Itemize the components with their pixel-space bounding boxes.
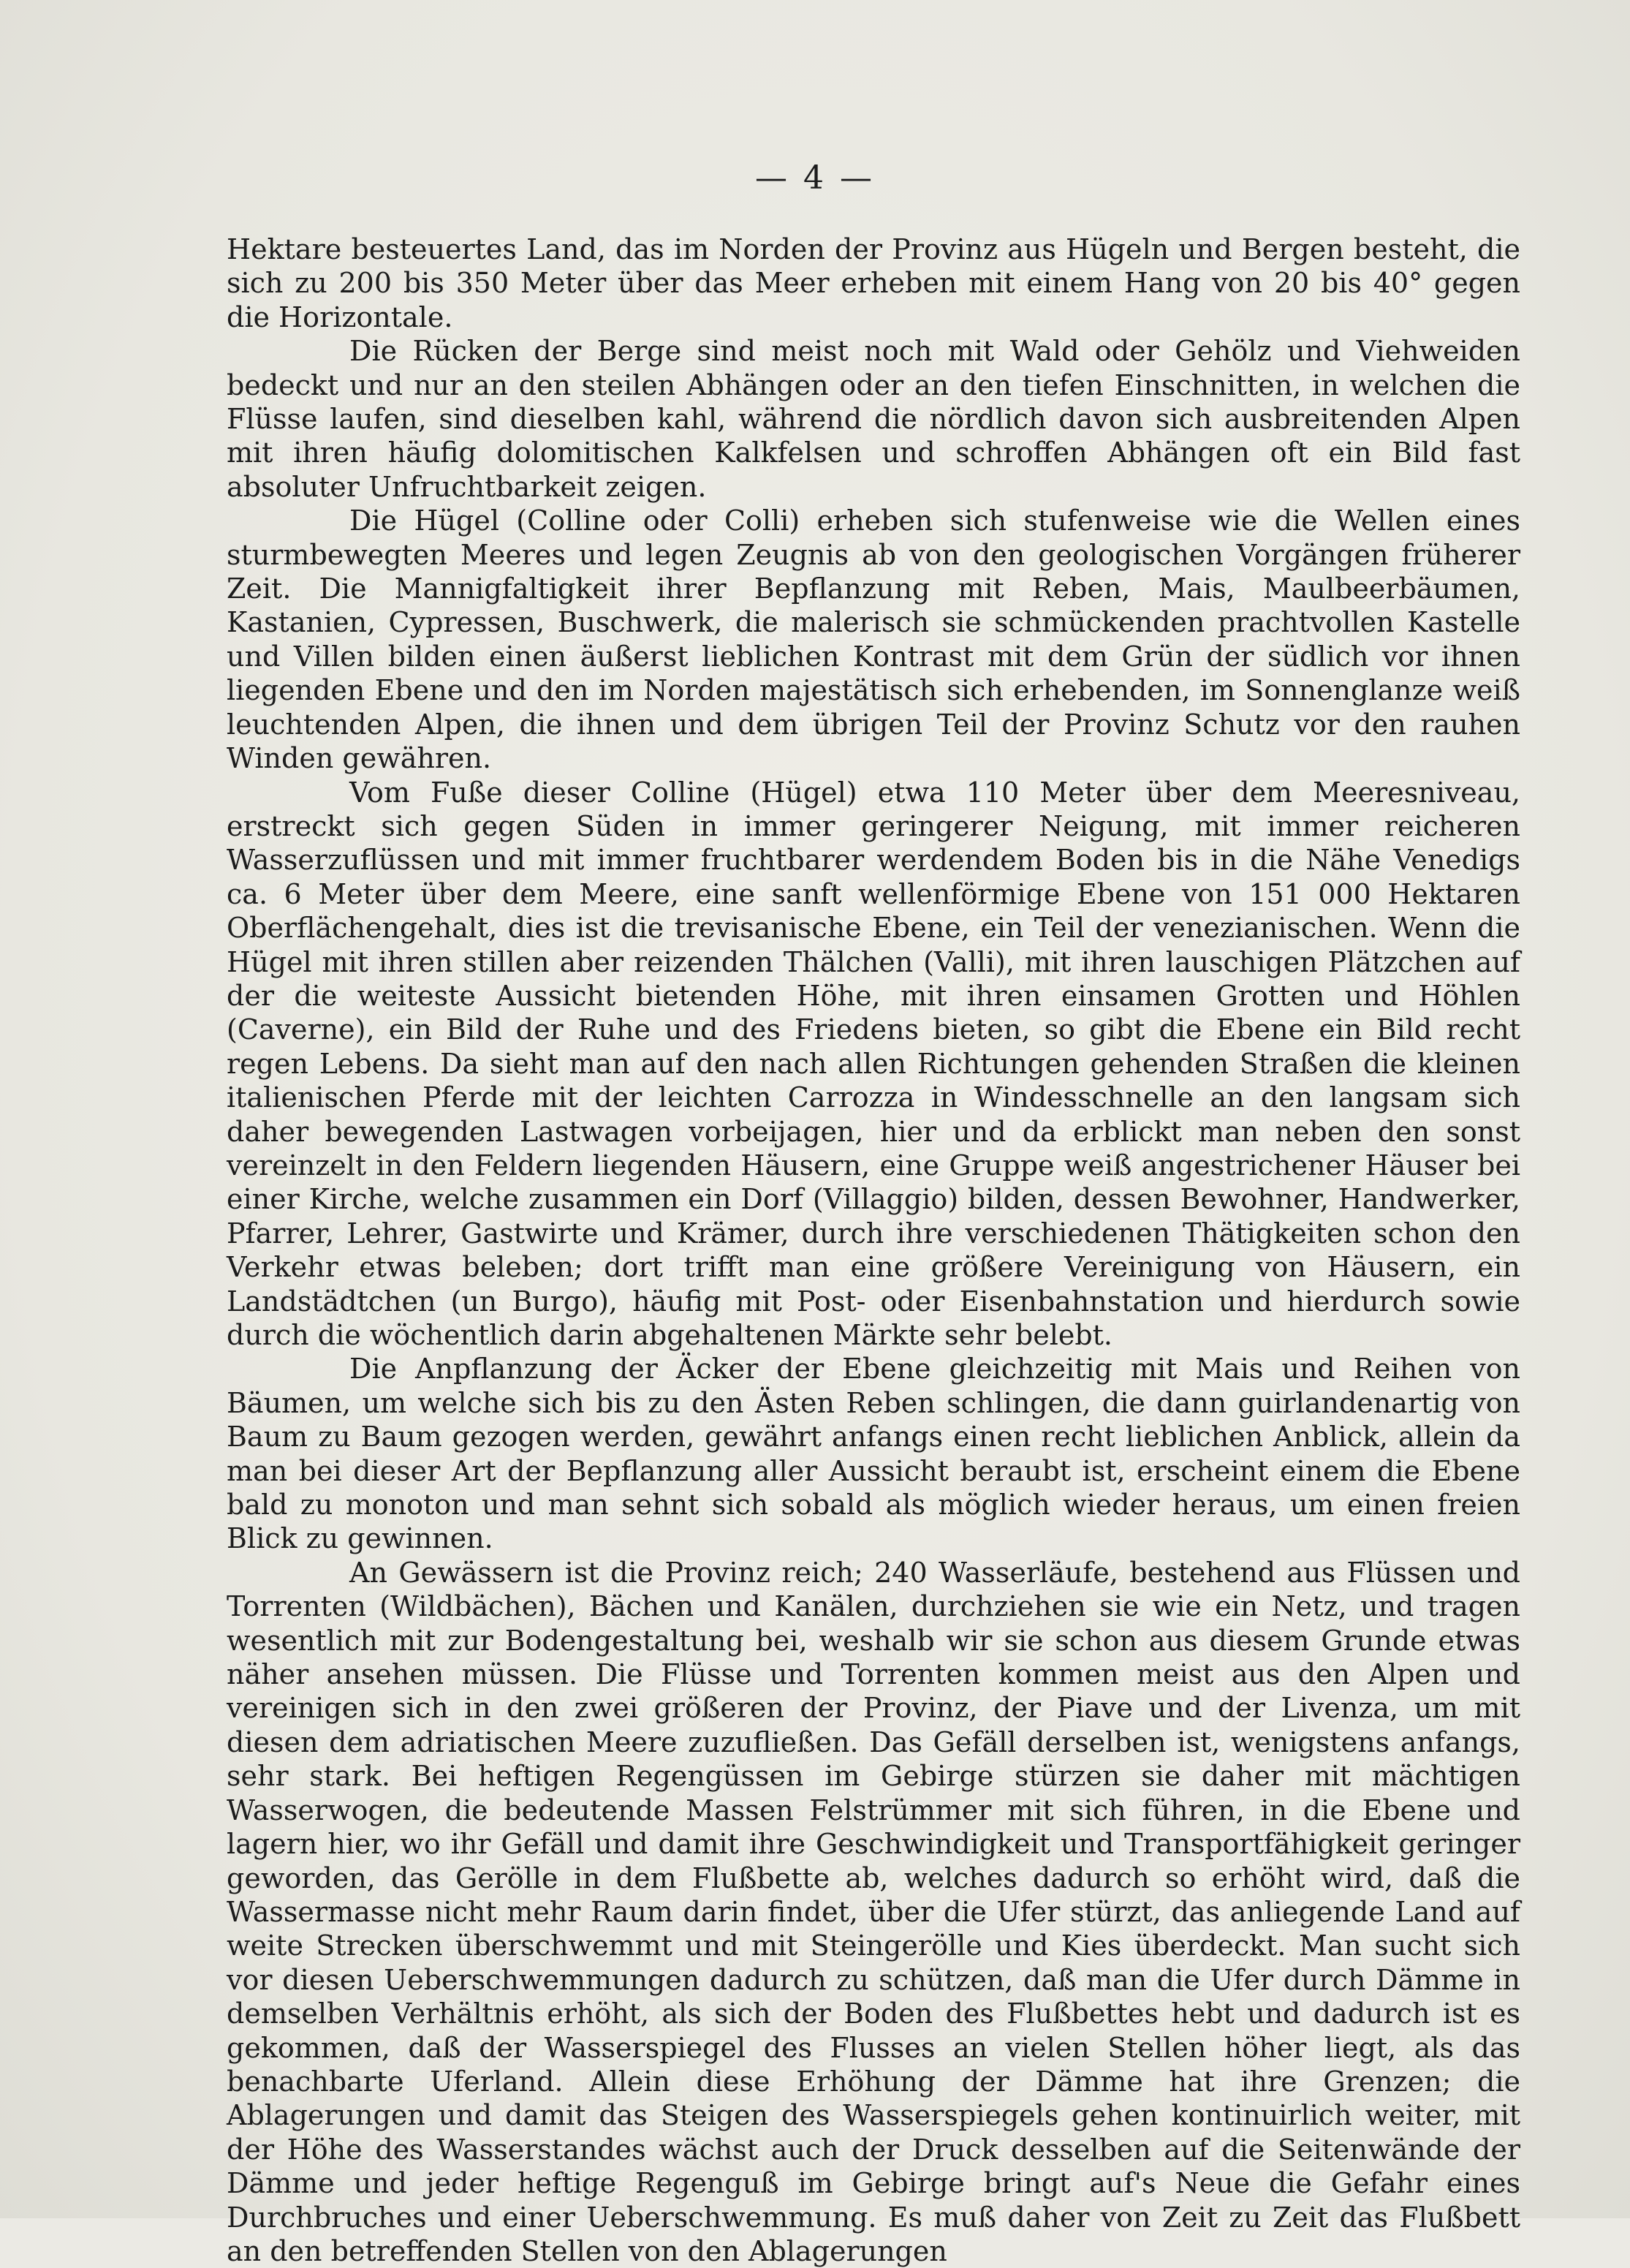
paragraph-huegel: Die Hügel (Colline oder Colli) erheben sich stufenweise wie die Wellen eines sturmbewegten Meeres und legen Zeugnis ab von den geologischen Vorgängen früherer Zeit. Die Mannigfaltigkeit ihrer Bepflanzung mit Reben, Mais, Maulbeerbäumen, Kastanien, Cypressen, Buschwerk, die malerisch sie schmückenden prachtvollen Kastelle und Villen bilden einen äußerst lieblichen Kontrast mit dem Grün der südlich vor ihnen liegenden Ebene und den im Norden majestätisch sich erhebenden, im Sonnenglanze weiß leuchtenden Alpen, die ihnen und dem übrigen Teil der Provinz Schutz vor den rauhen Winden gewähren. [227,504,1520,775]
paragraph-berge: Die Rücken der Berge sind meist noch mit Wald oder Gehölz und Viehweiden bedeckt und nur an den steilen Abhängen oder an den tiefen Einschnitten, in welchen die Flüsse laufen, sind dieselben kahl, während die nördlich davon sich ausbreitenden Alpen mit ihren häufig dolomitischen Kalkfelsen und schroffen Abhängen oft ein Bild fast absoluter Unfruchtbarkeit zeigen. [227,335,1520,503]
paragraph-continuation: Hektare besteuertes Land, das im Norden der Provinz aus Hügeln und Bergen besteht, die sich zu 200 bis 350 Meter über das Meer erheben mit einem Hang von 20 bis 40° gegen die Horizontale. [227,233,1520,333]
paragraph-gewaesser: An Gewässern ist die Provinz reich; 240 Wasserläufe, bestehend aus Flüssen und Torrenten (Wildbächen), Bächen und Kanälen, durchziehen sie wie ein Netz, und tragen wesentlich mit zur Bodengestaltung bei, weshalb wir sie schon aus diesem Grunde etwas näher ansehen müssen. Die Flüsse und Torrenten kommen meist aus den Alpen und vereinigen sich in den zwei größeren der Provinz, der Piave und der Livenza, um mit diesen dem adriatischen Meere zuzufließen. Das Gefäll derselben ist, wenigstens anfangs, sehr stark. Bei heftigen Regengüssen im Gebirge stürzen sie daher mit mächtigen Wasserwogen, die bedeutende Massen Felstrümmer mit sich führen, in die Ebene und lagern hier, wo ihr Gefäll und damit ihre Geschwindigkeit und Transportfähigkeit geringer geworden, das Gerölle in dem Flußbette ab, welches dadurch so erhöht wird, daß die Wassermasse nicht mehr Raum darin findet, über die Ufer stürzt, das anliegende Land auf weite Strecken überschwemmt und mit Steingerölle und Kies überdeckt. Man sucht sich vor diesen Ueberschwemmungen dadurch zu schützen, daß man die Ufer durch Dämme in demselben Verhältnis erhöht, als sich der Boden des Flußbettes hebt und dadurch ist es gekommen, daß der Wasserspiegel des Flusses an vielen Stellen höher liegt, als das benachbarte Uferland. Allein diese Erhöhung der Dämme hat ihre Grenzen; die Ablagerungen und damit das Steigen des Wasserspiegels gehen kontinuirlich weiter, mit der Höhe des Wasserstandes wächst auch der Druck desselben auf die Seitenwände der Dämme und jeder heftige Regenguß im Gebirge bringt auf's Neue die Gefahr eines Durchbruches und einer Ueberschwemmung. Es muß daher von Zeit zu Zeit das Flußbett an den betreffenden Stellen von den Ablagerungen [227,1556,1520,2267]
page-number: — 4 — [755,159,875,197]
body-text [227,233,1520,2268]
paragraph-ebene: Vom Fuße dieser Colline (Hügel) etwa 110 Meter über dem Meeresniveau, erstreckt sich gegen Süden in immer geringerer Neigung, mit immer reicheren Wasserzuflüssen und mit immer fruchtbarer werdendem Boden bis in die Nähe Venedigs ca. 6 Meter über dem Meere, eine sanft wellenförmige Ebene von 151 000 Hektaren Oberflächengehalt, dies ist die trevisanische Ebene, ein Teil der venezianischen. Wenn die Hügel mit ihren stillen aber reizenden Thälchen (Valli), mit ihren lauschigen Plätzchen auf der die weiteste Aussicht bietenden Höhe, mit ihren einsamen Grotten und Höhlen (Caverne), ein Bild der Ruhe und des Friedens bieten, so gibt die Ebene ein Bild recht regen Lebens. Da sieht man auf den nach allen Richtungen gehenden Straßen die kleinen italienischen Pferde mit der leichten Carrozza in Windesschnelle an den langsam sich daher bewegenden Lastwagen vorbeijagen, hier und da erblickt man neben den sonst vereinzelt in den Feldern liegenden Häusern, eine Gruppe weiß angestrichener Häuser bei einer Kirche, welche zusammen ein Dorf (Villaggio) bilden, dessen Bewohner, Handwerker, Pfarrer, Lehrer, Gastwirte und Krämer, durch ihre verschiedenen Thätigkeiten schon den Verkehr etwas beleben; dort trifft man eine größere Vereinigung von Häusern, ein Landstädtchen (un Burgo), häufig mit Post- oder Eisenbahnstation und hierdurch sowie durch die wöchentlich darin abgehaltenen Märkte sehr belebt. [227,776,1520,1351]
paragraph-anpflanzung: Die Anpflanzung der Äcker der Ebene gleichzeitig mit Mais und Reihen von Bäumen, um welche sich bis zu den Ästen Reben schlingen, die dann guirlandenartig von Baum zu Baum gezogen werden, gewährt anfangs einen recht lieblichen Anblick, allein da man bei dieser Art der Bepflanzung aller Aussicht beraubt ist, erscheint einem die Ebene bald zu monoton und man sehnt sich sobald als möglich wieder heraus, um einen freien Blick zu gewinnen. [227,1353,1520,1555]
